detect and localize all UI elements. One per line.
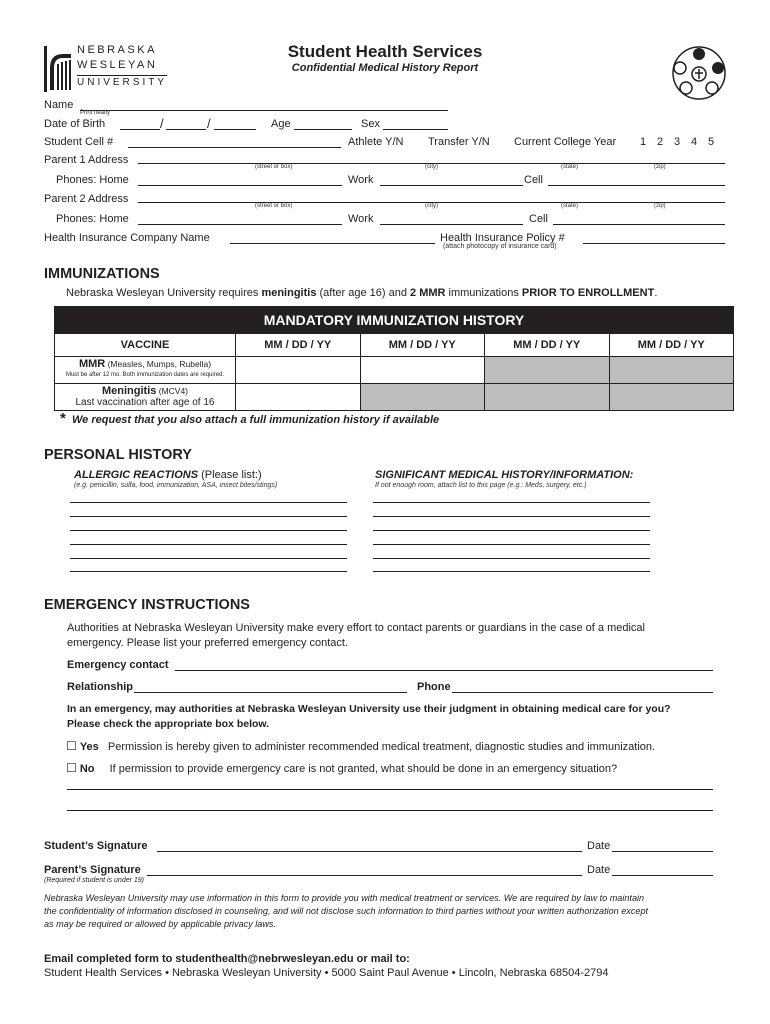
cell-label: Student Cell #: [44, 136, 114, 148]
student-signature-label: Student’s Signature: [44, 840, 148, 852]
mmr-date-1[interactable]: [236, 357, 361, 384]
asterisk-mark: *: [60, 410, 66, 427]
emergency-paragraph-2: emergency. Please list your preferred emergency contact.: [67, 637, 349, 649]
name-label: Name: [44, 99, 74, 111]
year-option-4[interactable]: 4: [691, 136, 698, 148]
history-line-5[interactable]: [373, 558, 650, 559]
no-checkbox[interactable]: ☐: [66, 761, 77, 775]
yes-text: Permission is hereby given to administer recommended medical treatment, diagnostic studies and immunization.: [107, 741, 656, 753]
parent1-city-note: (city): [425, 164, 438, 170]
parent1-home-label: Phones: Home: [56, 174, 129, 186]
dob-label: Date of Birth: [44, 118, 106, 130]
attach-request: We request that you also attach a full immunization history if available: [72, 414, 440, 426]
year-option-5[interactable]: 5: [708, 136, 715, 148]
insurance-label: Health Insurance Company Name: [44, 232, 210, 244]
allergic-label: ALLERGIC REACTIONS: [74, 469, 199, 481]
immunization-table-title: MANDATORY IMMUNIZATION HISTORY: [55, 307, 734, 334]
phone-label: Phone: [417, 681, 451, 693]
policy-label: Health Insurance Policy #: [440, 232, 565, 244]
student-signature-field[interactable]: [157, 851, 582, 852]
allergy-line-3[interactable]: [70, 530, 347, 531]
emergency-paragraph-1: Authorities at Nebraska Wesleyan University make every effort to contact parents or guardians in the case of a medical: [67, 622, 645, 634]
parent1-state-note: (state): [561, 164, 579, 170]
page-subtitle: Confidential Medical History Report: [291, 62, 479, 74]
req-text-2: (after age 16) and: [316, 287, 411, 299]
footer-address: Student Health Services • Nebraska Wesleyan University • 5000 Saint Paul Avenue • Lincoln, Nebraska 68504-2794: [44, 967, 609, 979]
meningitis-row: [55, 384, 734, 411]
year-option-3[interactable]: 3: [674, 136, 681, 148]
transfer-label[interactable]: Transfer Y/N: [428, 136, 490, 148]
sex-field[interactable]: [383, 129, 448, 130]
phone-field[interactable]: [452, 692, 713, 693]
insurance-field[interactable]: [230, 243, 435, 244]
parent2-home-label: Phones: Home: [56, 213, 129, 225]
date-column-2: MM / DD / YY: [360, 334, 485, 357]
parent-signature-label: Parent’s Signature: [44, 864, 141, 876]
personal-history-heading: PERSONAL HISTORY: [44, 447, 192, 463]
parent1-work-field[interactable]: [380, 185, 523, 186]
req-text-1: Nebraska Wesleyan University requires: [66, 287, 262, 299]
significant-example: If not enough room, attach list to this page (e.g.: Meds, surgery, etc.): [375, 482, 587, 489]
date-column-1: MM / DD / YY: [236, 334, 361, 357]
parent2-work-label: Work: [348, 213, 374, 225]
print-neatly-note: Print neatly: [80, 110, 111, 116]
meningitis-date-3: [485, 384, 610, 411]
parent2-street-note: (street or box): [255, 203, 293, 209]
dob-year-field[interactable]: [214, 129, 256, 130]
history-line-6[interactable]: [373, 571, 650, 572]
no-option[interactable]: [66, 761, 617, 775]
date-column-4: MM / DD / YY: [609, 334, 734, 357]
year-option-2[interactable]: 2: [657, 136, 664, 148]
emergency-question-2: Please check the appropriate box below.: [67, 718, 270, 730]
parent2-work-field[interactable]: [380, 224, 523, 225]
parent-date-label: Date: [587, 864, 611, 876]
year-option-1[interactable]: 1: [640, 136, 647, 148]
relationship-field[interactable]: [134, 692, 407, 693]
meningitis-vaccine-cell: [55, 384, 236, 411]
mmr-note: Must be after 12 mo. Both immunization dates are required.: [65, 372, 225, 378]
dob-day-field[interactable]: [166, 129, 206, 130]
parent1-street-note: (street or box): [255, 164, 293, 170]
vaccine-column-header: VACCINE: [55, 334, 236, 357]
logo-line2: WESLEYAN: [77, 59, 158, 71]
no-text: If permission to provide emergency care is not granted, what should be done in an emergency situation?: [109, 763, 618, 775]
athlete-label[interactable]: Athlete Y/N: [348, 136, 404, 148]
meningitis-desc: (MCV4): [156, 386, 189, 396]
mmr-vaccine-cell: [55, 357, 236, 384]
parent2-cell-label: Cell: [529, 213, 548, 225]
yes-checkbox[interactable]: ☐: [66, 739, 77, 753]
significant-heading: SIGNIFICANT MEDICAL HISTORY/INFORMATION:: [375, 469, 634, 481]
emergency-contact-field[interactable]: [175, 670, 713, 671]
req-text-4: .: [654, 287, 658, 299]
parent1-cell-label: Cell: [524, 174, 543, 186]
age-label: Age: [271, 118, 291, 130]
allergy-line-1[interactable]: [70, 502, 347, 503]
allergic-example: (e.g. penicillin, sulfa, food, immunization, ASA, insect bites/stings): [74, 482, 278, 489]
instructions-line-1[interactable]: [67, 789, 713, 790]
history-line-4[interactable]: [373, 544, 650, 545]
parent2-state-note: (state): [561, 203, 579, 209]
parent2-label: Parent 2 Address: [44, 193, 129, 205]
parent2-city-note: (city): [425, 203, 438, 209]
name-field[interactable]: [80, 110, 448, 111]
emergency-contact-label: Emergency contact: [67, 659, 169, 671]
history-line-2[interactable]: [373, 516, 650, 517]
college-year-label: Current College Year: [514, 136, 617, 148]
parent1-work-label: Work: [348, 174, 374, 186]
immunization-table: [54, 306, 734, 411]
cell-field[interactable]: [128, 147, 341, 148]
parent1-zip-note: (zip): [654, 164, 666, 170]
footer-email: Email completed form to studenthealth@nebrwesleyan.edu or mail to:: [44, 953, 410, 965]
mmr-name: MMR: [78, 358, 106, 370]
parent-signature-field[interactable]: [147, 875, 582, 876]
please-list-label: (Please list:): [198, 469, 262, 481]
parent2-cell-field[interactable]: [553, 224, 725, 225]
emergency-heading: EMERGENCY INSTRUCTIONS: [44, 597, 250, 613]
req-text-3: immunizations: [445, 287, 522, 299]
privacy-line-1: Nebraska Wesleyan University may use information in this form to provide you with medical treatment or services. We are required by law to maintain: [44, 893, 645, 903]
mmr-date-3: [485, 357, 610, 384]
meningitis-note: Last vaccination after age of 16: [75, 397, 215, 408]
date-column-3: MM / DD / YY: [485, 334, 610, 357]
parent1-label: Parent 1 Address: [44, 154, 129, 166]
meningitis-name: Meningitis: [101, 385, 157, 397]
privacy-line-2: the confidentiality of information disclosed in counseling, and will not disclose such information to third parties without your written authorization except: [44, 906, 649, 916]
relationship-label: Relationship: [67, 681, 134, 693]
logo-line1: NEBRASKA: [77, 44, 157, 56]
page-title: Student Health Services: [287, 42, 483, 61]
immunizations-heading: IMMUNIZATIONS: [44, 266, 160, 282]
allergic-heading: [74, 469, 262, 481]
dob-month-field[interactable]: [120, 129, 160, 130]
yes-option[interactable]: [66, 739, 655, 753]
student-date-field[interactable]: [612, 851, 713, 852]
meningitis-date-2: [360, 384, 485, 411]
parent1-cell-field[interactable]: [548, 185, 725, 186]
privacy-line-3: as may be required or allowed by applicable privacy laws.: [44, 919, 277, 929]
instructions-line-2[interactable]: [67, 810, 713, 811]
parent-date-field[interactable]: [612, 875, 713, 876]
dob-slash-2: /: [207, 116, 211, 131]
mmr-desc: (Measles, Mumps, Rubella): [105, 359, 212, 369]
logo-line3: UNIVERSITY: [77, 77, 168, 88]
allergy-line-2[interactable]: [70, 516, 347, 517]
req-meningitis: meningitis: [261, 287, 317, 299]
policy-note: (attach photocopy of insurance card): [443, 243, 557, 250]
seal-icon: [670, 44, 728, 102]
allergy-line-5[interactable]: [70, 558, 347, 559]
no-label: No: [79, 763, 95, 775]
sex-label: Sex: [361, 118, 380, 130]
req-prior: PRIOR TO ENROLLMENT: [521, 287, 655, 299]
mmr-date-2[interactable]: [360, 357, 485, 384]
mmr-date-4: [609, 357, 734, 384]
req-mmr: 2 MMR: [410, 287, 446, 299]
allergy-line-4[interactable]: [70, 544, 347, 545]
emergency-question-1: In an emergency, may authorities at Nebraska Wesleyan University use their judgment in obtaining medical care for you?: [67, 703, 671, 715]
mmr-row: [55, 357, 734, 384]
allergy-line-6[interactable]: [70, 571, 347, 572]
parent1-home-field[interactable]: [138, 185, 342, 186]
parent2-zip-note: (zip): [654, 203, 666, 209]
yes-label: Yes: [79, 741, 99, 753]
meningitis-date-4: [609, 384, 734, 411]
age-field[interactable]: [294, 129, 352, 130]
history-line-3[interactable]: [373, 530, 650, 531]
parent2-home-field[interactable]: [138, 224, 342, 225]
required-note: (Required if student is under 19): [44, 877, 144, 884]
immunizations-requirement: [66, 287, 657, 299]
dob-slash-1: /: [160, 116, 164, 131]
meningitis-date-1[interactable]: [236, 384, 361, 411]
student-date-label: Date: [587, 840, 611, 852]
policy-field[interactable]: [583, 243, 725, 244]
history-line-1[interactable]: [373, 502, 650, 503]
